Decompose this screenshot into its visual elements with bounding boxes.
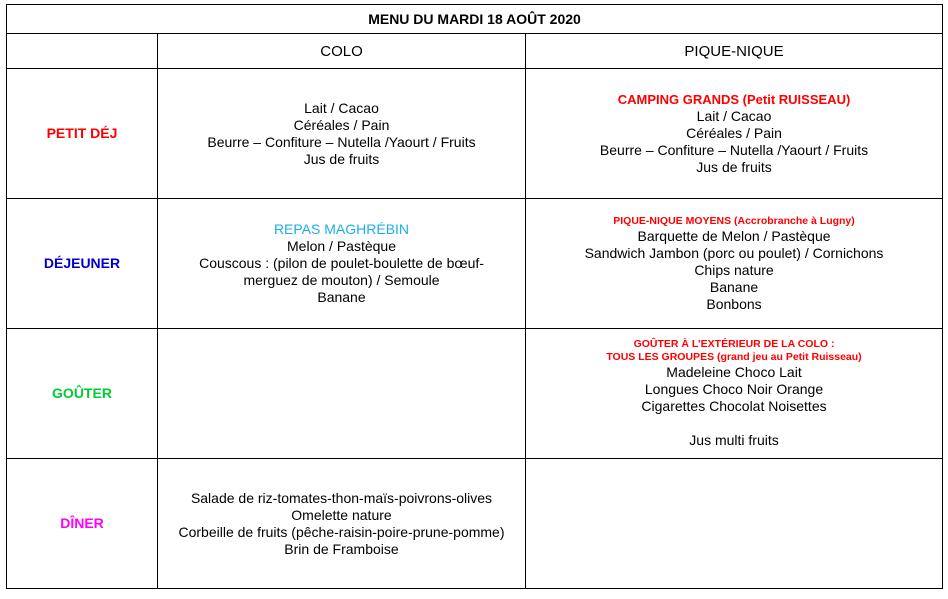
cell-diner-pique-nique <box>526 459 943 589</box>
menu-item: Melon / Pastèque <box>287 238 396 254</box>
row-dejeuner <box>7 199 943 329</box>
menu-item: Couscous : (pilon de poulet-boulette de bœuf- <box>199 255 484 271</box>
menu-item: Omelette nature <box>291 506 392 523</box>
menu-item: Salade de riz-tomates-thon-maïs-poivrons-olives <box>190 489 493 506</box>
menu-item: Lait / Cacao <box>696 108 772 124</box>
menu-item: Cigarettes Chocolat Noisettes <box>641 398 827 414</box>
row-petit-dej <box>7 69 943 199</box>
menu-item: Longues Choco Noir Orange <box>644 381 824 397</box>
menu-item: Jus multi fruits <box>689 432 779 448</box>
meal-label-gouter: GOÛTER <box>7 329 158 459</box>
row-gouter <box>7 329 943 459</box>
menu-item: merguez de mouton) / Semoule <box>243 272 440 288</box>
menu-item: Céréales / Pain <box>686 125 782 141</box>
meal-label-diner: DÎNER <box>7 459 158 589</box>
row-diner <box>7 459 943 589</box>
menu-item: Jus de fruits <box>696 159 772 175</box>
sub-header: TOUS LES GROUPES (grand jeu au Petit Ruisseau) <box>606 351 862 363</box>
menu-item: Beurre – Confiture – Nutella /Yaourt / Fruits <box>207 133 476 150</box>
menu-item: Beurre – Confiture – Nutella /Yaourt / Fruits <box>599 142 869 158</box>
cell-gouter-colo <box>158 329 526 459</box>
sub-header: PIQUE-NIQUE MOYENS (Accrobranche à Lugny) <box>613 214 855 227</box>
cell-gouter-pique-nique <box>526 329 943 459</box>
column-header-pique-nique: PIQUE-NIQUE <box>526 34 943 69</box>
menu-item: Banane <box>709 278 759 295</box>
cell-dejeuner-colo <box>158 199 526 329</box>
meal-label-dejeuner: DÉJEUNER <box>7 199 158 329</box>
cell-petit-dej-colo <box>158 69 526 199</box>
corner-cell <box>7 34 158 69</box>
blank-line <box>532 415 936 432</box>
menu-item: Barquette de Melon / Pastèque <box>637 227 831 244</box>
menu-item: Jus de fruits <box>303 150 380 167</box>
menu-item: Brin de Framboise <box>284 540 399 557</box>
menu-table <box>6 4 943 589</box>
cell-diner-colo <box>158 459 526 589</box>
meal-label-petit-dej: PETIT DÉJ <box>7 69 158 199</box>
sub-header: CAMPING GRANDS (Petit RUISSEAU) <box>617 92 851 107</box>
cell-petit-dej-pique-nique <box>526 69 943 199</box>
column-header-colo: COLO <box>158 34 526 69</box>
sub-header: REPAS MAGHRÉBIN <box>273 221 410 237</box>
menu-item: Lait / Cacao <box>304 99 379 116</box>
menu-item: Corbeille de fruits (pêche-raisin-poire-prune-pomme) <box>178 523 505 540</box>
menu-item: Chips nature <box>694 261 774 278</box>
menu-item: Banane <box>317 289 366 305</box>
page-title: MENU DU MARDI 18 AOÛT 2020 <box>7 5 943 34</box>
menu-item: Sandwich Jambon (porc ou poulet) / Cornichons <box>584 244 884 261</box>
menu-item: Madeleine Choco Lait <box>666 364 802 380</box>
menu-item: Céréales / Pain <box>293 116 390 133</box>
sub-header: GOÛTER À L’EXTÉRIEUR DE LA COLO : <box>633 338 835 350</box>
menu-item: Bonbons <box>706 295 762 312</box>
cell-dejeuner-pique-nique <box>526 199 943 329</box>
